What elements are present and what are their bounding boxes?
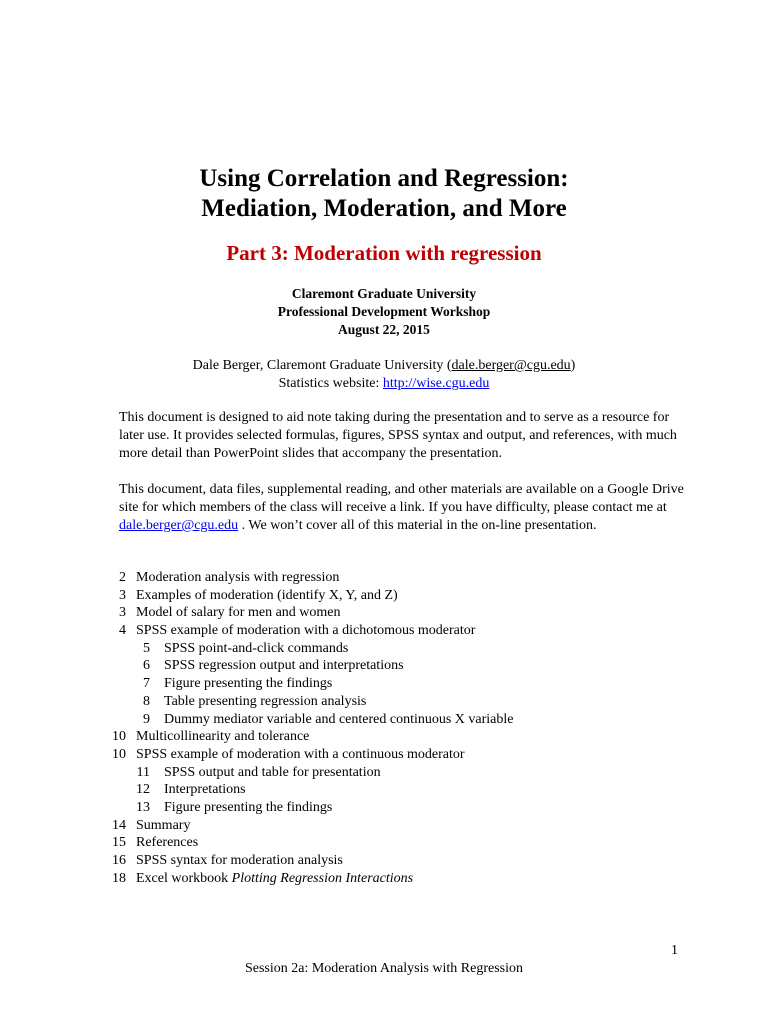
toc-page-number: 13: [136, 799, 150, 815]
document-title-line-1: Using Correlation and Regression:: [199, 165, 569, 192]
author-line: [0, 357, 768, 375]
toc-page-number: 5: [143, 640, 150, 656]
toc-entry-text: [136, 587, 398, 605]
materials-paragraph: [119, 481, 689, 535]
toc-item: [0, 799, 768, 817]
materials-text-after: . We won’t cover all of this material in the on-line presentation.: [238, 518, 597, 533]
toc-item: [0, 746, 768, 764]
intro-text: This document is designed to aid note taking during the presentation and to serve as a resource for later use. It provides selected formulas, figures, SPSS syntax and output, and references, with much more detail than PowerPoint slides that accompany the presentation.: [119, 410, 677, 461]
toc-entry-text: [136, 622, 475, 640]
toc-entry-text: [164, 640, 348, 658]
author-prefix: Dale Berger, Claremont Graduate University (: [192, 358, 452, 373]
toc-entry-label: Examples of moderation (identify X, Y, and Z): [136, 587, 398, 603]
table-of-contents: [0, 569, 768, 887]
toc-entry-label: Figure presenting the findings: [164, 799, 333, 815]
toc-entry-text: [136, 569, 339, 587]
toc-page-number: 15: [112, 835, 126, 851]
toc-entry-text: [164, 657, 404, 675]
toc-item: [0, 728, 768, 746]
toc-entry-text: [164, 675, 332, 693]
author-email[interactable]: dale.berger@cgu.edu: [451, 358, 571, 373]
toc-entry-label: Figure presenting the findings: [164, 676, 333, 692]
toc-entry-text: [136, 746, 465, 764]
toc-item: [0, 834, 768, 852]
toc-page-number: 10: [112, 729, 126, 745]
toc-page-number: 14: [112, 817, 126, 833]
toc-entry-text: [136, 870, 413, 888]
toc-item: [0, 640, 768, 658]
part-title: Part 3: Moderation with regression: [226, 241, 542, 265]
author-suffix: ): [570, 358, 576, 373]
page-footer: Session 2a: Moderation Analysis with Regression: [244, 961, 524, 976]
toc-page-number: 10: [112, 746, 126, 762]
toc-page-number: 18: [112, 870, 126, 886]
materials-text: [119, 481, 689, 535]
toc-entry-text: [136, 604, 341, 622]
toc-entry-text: [136, 728, 309, 746]
toc-entry-label: Excel workbook: [136, 870, 232, 886]
toc-entry-label: Moderation analysis with regression: [136, 570, 340, 585]
toc-entry-label: References: [136, 835, 199, 851]
toc-entry-label: Table presenting regression analysis: [164, 693, 367, 709]
toc-entry-label: Interpretations: [164, 782, 246, 798]
toc-page-number: 3: [119, 605, 126, 621]
toc-entry-italic-title: Plotting Regression Interactions: [231, 870, 414, 886]
toc-item: [0, 711, 768, 729]
toc-page-number: 8: [143, 693, 150, 709]
toc-item: [0, 817, 768, 835]
document-title-line-2: Mediation, Moderation, and More: [201, 195, 567, 222]
toc-entry-text: [164, 711, 514, 729]
toc-entry-label: SPSS example of moderation with a dichotomous moderator: [136, 623, 476, 639]
toc-page-number: 3: [119, 587, 126, 603]
toc-entry-label: Summary: [136, 817, 191, 833]
toc-entry-label: Model of salary for men and women: [136, 605, 341, 621]
workshop-date: August 22, 2015: [338, 322, 430, 337]
toc-page-number: 11: [136, 764, 150, 780]
page-number: 1: [671, 943, 678, 958]
toc-item: [0, 587, 768, 605]
toc-entry-text: [164, 799, 332, 817]
toc-entry-label: SPSS output and table for presentation: [164, 764, 381, 780]
website-link[interactable]: http://wise.cgu.edu: [382, 376, 490, 391]
toc-entry-label: SPSS example of moderation with a continuous moderator: [136, 746, 465, 762]
toc-item: [0, 764, 768, 782]
toc-item: [0, 675, 768, 693]
intro-paragraph: [119, 409, 689, 463]
toc-item: [0, 657, 768, 675]
toc-item: [0, 781, 768, 799]
toc-entry-label: SPSS syntax for moderation analysis: [136, 853, 343, 868]
toc-entry-text: [136, 817, 190, 835]
workshop-name: Professional Development Workshop: [277, 304, 491, 319]
contact-email-link[interactable]: dale.berger@cgu.edu: [119, 518, 239, 533]
institution: Claremont Graduate University: [291, 286, 477, 301]
toc-page-number: 9: [143, 711, 150, 727]
toc-item: [0, 870, 768, 888]
toc-entry-text: [136, 852, 343, 870]
toc-entry-label: SPSS point-and-click commands: [164, 640, 349, 656]
toc-item: [0, 693, 768, 711]
toc-page-number: 2: [119, 570, 126, 585]
toc-page-number: 12: [136, 782, 150, 798]
toc-entry-text: [164, 781, 246, 799]
toc-item: [0, 604, 768, 622]
materials-text-before: This document, data files, supplemental reading, and other materials are available on a Google Drive site for which members of the class will receive a link. If you have difficulty, please contact me at: [119, 482, 684, 515]
toc-page-number: 16: [112, 853, 126, 868]
toc-page-number: 6: [143, 658, 150, 674]
toc-item: [0, 852, 768, 870]
toc-page-number: 4: [119, 623, 126, 639]
toc-entry-text: [136, 834, 198, 852]
toc-entry-label: Dummy mediator variable and centered continuous X variable: [164, 711, 514, 727]
toc-entry-text: [164, 764, 381, 782]
toc-item: [0, 622, 768, 640]
toc-entry-label: Multicollinearity and tolerance: [136, 729, 310, 745]
toc-entry-label: SPSS regression output and interpretations: [164, 658, 404, 674]
website-line: [0, 375, 768, 393]
website-label: Statistics website:: [278, 376, 383, 391]
toc-entry-text: [164, 693, 366, 711]
toc-item: [0, 569, 768, 587]
toc-page-number: 7: [143, 676, 150, 692]
